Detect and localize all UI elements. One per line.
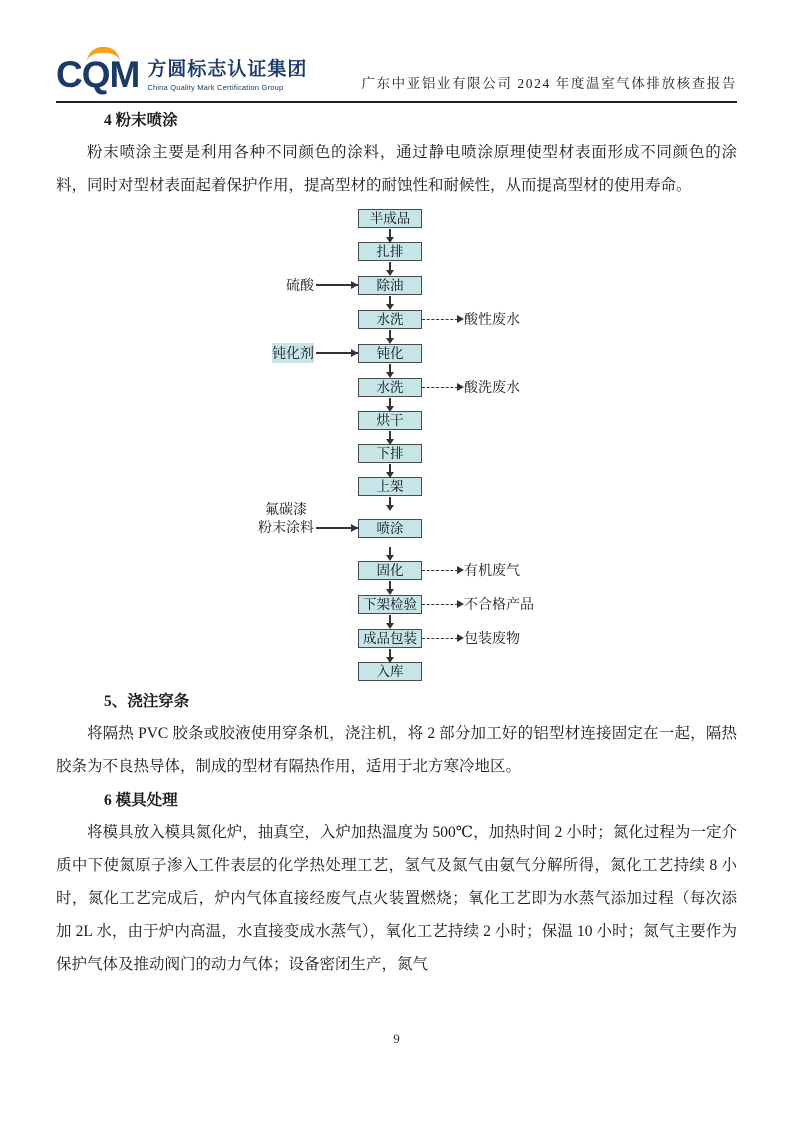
flow-step-row	[200, 662, 737, 681]
flow-down-arrow	[200, 648, 737, 662]
powder-coating-material-label	[258, 502, 314, 538]
flow-box-degreasing: 除油	[358, 276, 422, 295]
flow-step-row	[200, 343, 737, 363]
packaging-waste-label: 包装废物	[464, 632, 520, 647]
powder-paint-label: 粉末涂料	[258, 521, 314, 536]
flow-step-row	[200, 309, 737, 329]
flow-step-row	[200, 560, 737, 580]
flow-down-arrow	[200, 580, 737, 594]
down-arrow-icon	[389, 547, 391, 555]
document-title: 广东中亚铝业有限公司 2024 年度温室气体排放核查报告	[361, 76, 737, 91]
flow-down-arrow	[200, 295, 737, 309]
acid-wash-wastewater-label: 酸洗废水	[464, 381, 520, 396]
dashed-right-arrow-icon	[422, 387, 458, 388]
flow-step-row	[200, 377, 737, 397]
flow-box-warehousing: 入库	[358, 662, 422, 681]
down-arrow-icon	[389, 581, 391, 589]
fluorocarbon-paint-label: 氟碳漆	[265, 503, 307, 518]
flow-box-semi-finished: 半成品	[358, 209, 422, 228]
flow-box-unracking: 下排	[358, 444, 422, 463]
down-arrow-icon	[389, 229, 391, 237]
flow-down-arrow	[200, 546, 737, 560]
down-arrow-icon	[389, 262, 391, 270]
down-arrow-icon	[389, 398, 391, 406]
down-arrow-icon	[389, 431, 391, 439]
sulfuric-acid-label: 硫酸	[286, 279, 314, 294]
down-arrow-icon	[389, 497, 391, 505]
organic-waste-gas-label: 有机废气	[464, 564, 520, 579]
logo-arc-icon	[87, 47, 120, 62]
flow-down-arrow	[200, 397, 737, 411]
flow-box-drying: 烘干	[358, 411, 422, 430]
flow-down-arrow	[200, 463, 737, 477]
flow-down-arrow	[200, 228, 737, 242]
right-arrow-icon	[316, 527, 358, 529]
passivator-label: 钝化剂	[272, 343, 314, 363]
flow-step-row	[200, 628, 737, 648]
dashed-right-arrow-icon	[422, 319, 458, 320]
flow-step-row	[200, 275, 737, 295]
dashed-right-arrow-icon	[422, 604, 458, 605]
section6-paragraph: 将模具放入模具氮化炉，抽真空，入炉加热温度为 500℃，加热时间 2 小时；氮化过程为一定介质中下使氮原子渗入工件表层的化学热处理工艺，氢气及氮气由氨气分解所得，氮化工艺持续 8 小时，氮化工艺完成后，炉内气体直接经废气点火装置燃烧；氧化工艺即为水蒸气添加过程（每次添加 2L 水，由于炉内高温，水直接变成水蒸气），氧化工艺持续 2 小时；保温 10 小时；氮气主要作为保护气体及推动阀门的动力气体；设备密闭生产，氮气	[56, 824, 737, 973]
flow-step-row	[200, 503, 737, 546]
down-arrow-icon	[389, 615, 391, 623]
flow-step-row	[200, 242, 737, 261]
logo-names	[147, 54, 307, 94]
flow-down-arrow	[200, 363, 737, 377]
flow-step-row	[200, 444, 737, 463]
flow-step-row	[200, 411, 737, 430]
flow-step-row	[200, 594, 737, 614]
acidic-wastewater-label: 酸性废水	[464, 313, 520, 328]
flow-box-water-wash-2: 水洗	[358, 378, 422, 397]
flow-box-packaging: 成品包装	[358, 629, 422, 648]
flow-box-inspection: 下架检验	[358, 595, 422, 614]
down-arrow-icon	[389, 649, 391, 657]
down-arrow-icon	[389, 364, 391, 372]
flow-down-arrow	[200, 329, 737, 343]
right-arrow-icon	[316, 284, 358, 286]
section4-heading: 4 粉末喷涂	[104, 112, 178, 129]
dashed-right-arrow-icon	[422, 638, 458, 639]
page-number: 9	[393, 1031, 400, 1046]
dashed-right-arrow-icon	[422, 570, 458, 571]
flow-box-curing: 固化	[358, 561, 422, 580]
page-header	[56, 0, 737, 103]
section4-paragraph: 粉末喷涂主要是利用各种不同颜色的涂料，通过静电喷涂原理使型材表面形成不同颜色的涂料，同时对型材表面起着保护作用，提高型材的耐蚀性和耐候性，从而提高型材的使用寿命。	[56, 144, 737, 194]
flow-box-spraying: 喷涂	[358, 519, 422, 538]
flow-step-row	[200, 209, 737, 228]
flow-down-arrow	[200, 261, 737, 275]
cqm-logo	[56, 54, 307, 94]
right-arrow-icon	[316, 352, 358, 354]
cqm-logo-text: CQM	[56, 53, 140, 95]
flow-box-racking: 扎排	[358, 242, 422, 261]
flow-down-arrow	[200, 430, 737, 444]
down-arrow-icon	[389, 330, 391, 338]
section5-paragraph: 将隔热 PVC 胶条或胶液使用穿条机，浇注机，将 2 部分加工好的铝型材连接固定在一起，隔热胶条为不良热导体，制成的型材有隔热作用，适用于北方寒冷地区。	[56, 725, 737, 775]
cqm-logo-acronym	[56, 53, 140, 95]
logo-name-cn: 方圆标志认证集团	[147, 59, 308, 80]
flow-step-row	[200, 477, 737, 496]
flow-box-water-wash-1: 水洗	[358, 310, 422, 329]
down-arrow-icon	[389, 296, 391, 304]
flow-down-arrow	[200, 614, 737, 628]
flow-box-passivation: 钝化	[358, 344, 422, 363]
logo-name-en: China Quality Mark Certification Group	[147, 83, 284, 92]
section6-heading: 6 模具处理	[104, 792, 178, 809]
down-arrow-icon	[389, 464, 391, 472]
section5-heading: 5、浇注穿条	[104, 693, 190, 710]
nonconforming-product-label: 不合格产品	[464, 598, 534, 613]
flow-box-loading: 上架	[358, 477, 422, 496]
powder-coating-flowchart	[200, 209, 737, 681]
